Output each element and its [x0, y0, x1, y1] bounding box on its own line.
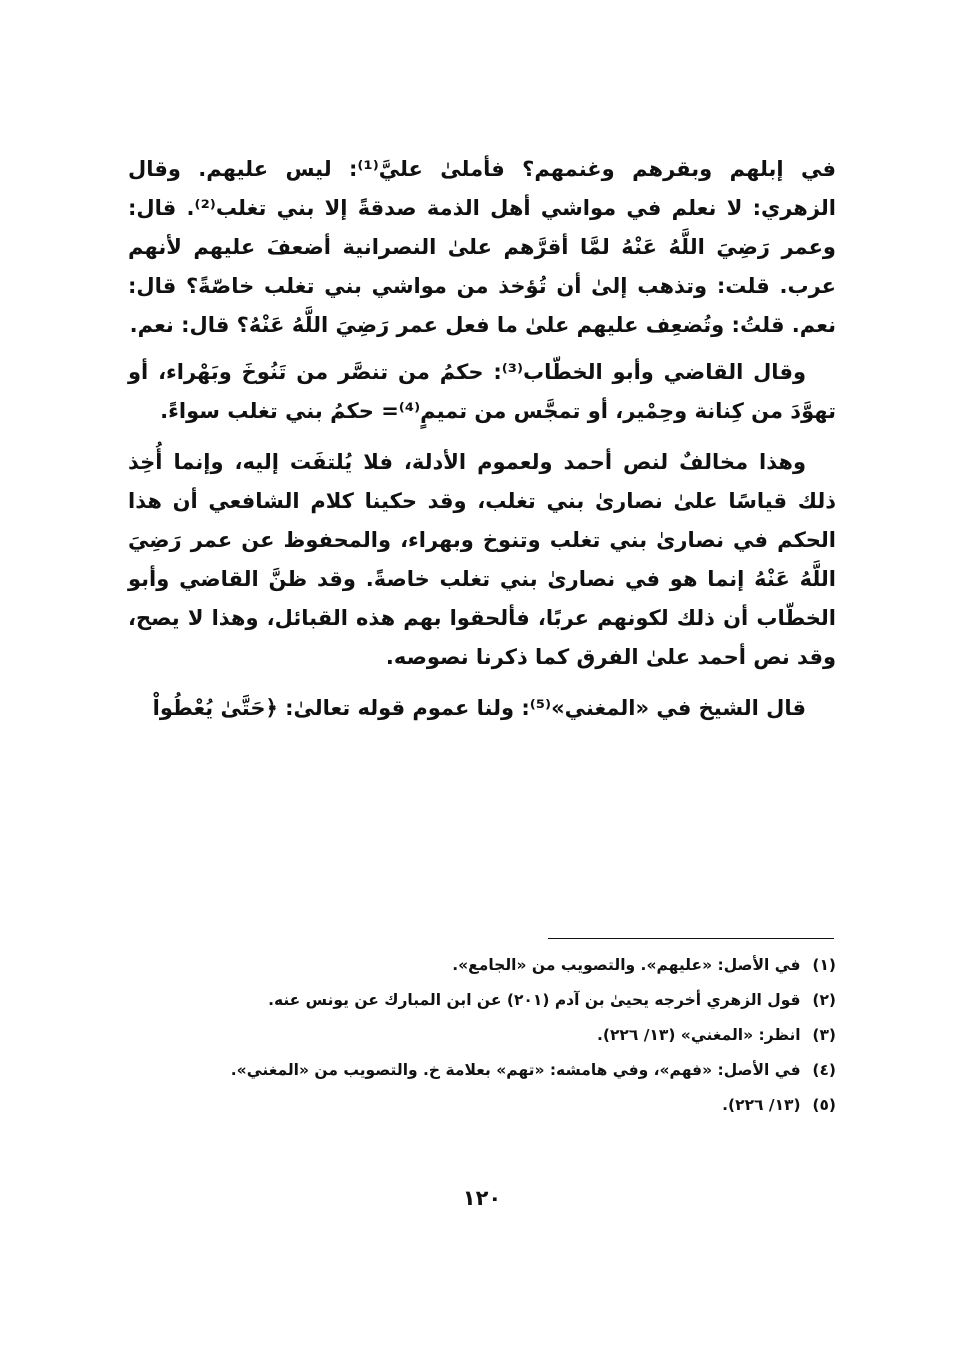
footnote-text: (١٣/ ٢٢٦). [722, 1096, 801, 1114]
paragraph-4: قال الشيخ في «المغني»⁽⁵⁾: ولنا عموم قوله تعالىٰ: ﴿حَتَّىٰ يُعْطُواْ [152, 696, 806, 720]
paragraph-1: في إبلهم وبقرهم وغنمهم؟ فأملىٰ عليَّ⁽¹⁾: ليس عليهم. وقال الزهري: لا نعلم في مواشي أهل الذمة صدقةً إلا بني تغلب⁽²⁾. قال: وعمر رَضِيَ اللَّهُ عَنْهُ لمَّا أقرَّهم علىٰ النصرانية أضعفَ عليهم لأنهم عرب. قلت: وتذهب إلىٰ أن تُؤخذ من مواشي بني تغلب خاصّةً؟ قال: نعم. قلتُ: وتُضعِف عليهم علىٰ ما فعل عمر رَضِيَ اللَّهُ عَنْهُ؟ قال: نعم. [128, 157, 837, 337]
footnote-4 [150, 1053, 836, 1088]
footnote-text: في الأصل: «عليهم». والتصويب من «الجامع». [452, 956, 801, 974]
paragraph-3: وهذا مخالفٌ لنص أحمد ولعموم الأدلة، فلا يُلتفَت إليه، وإنما أُخِذ ذلك قياسًا علىٰ نصارىٰ بني تغلب، وقد حكينا كلام الشافعي أن هذا الحكم في نصارىٰ بني تغلب وتنوخ وبهراء، والمحفوظ عن عمر رَضِيَ اللَّهُ عَنْهُ إنما هو في نصارىٰ بني تغلب خاصةً. وقد ظنَّ القاضي وأبو الخطّاب أن ذلك لكونهم عربًا، فألحقوا بهم هذه القبائل، وهذا لا يصح، وقد نص أحمد علىٰ الفرق كما ذكرنا نصوصه. [128, 450, 836, 669]
footnote-number: (٤) [812, 1061, 836, 1079]
footnote-number: (٢) [812, 991, 836, 1009]
paragraph-2: وقال القاضي وأبو الخطّاب⁽³⁾: حكمُ من تنصَّر من تَنُوخَ وبَهْراء، أو تهوَّدَ من كِنانة وحِمْير، أو تمجَّس من تميمٍ⁽⁴⁾= حكمُ بني تغلب سواءً. [128, 360, 836, 423]
footnote-number: (٥) [812, 1096, 836, 1114]
page-number: ١٢٠ [462, 1186, 502, 1210]
footnote-5 [150, 1088, 836, 1123]
footnote-1 [150, 948, 836, 983]
footnote-number: (١) [812, 956, 836, 974]
footnotes [150, 948, 836, 1123]
footnote-text: انظر: «المغني» (١٣/ ٢٢٦). [596, 1026, 801, 1044]
footnote-text: قول الزهري أخرجه يحيىٰ بن آدم (٢٠١) عن ابن المبارك عن يونس عنه. [268, 991, 801, 1009]
document-page [128, 150, 836, 740]
footnote-text: في الأصل: «فهم»، وفي هامشه: «تهم» بعلامة خ. والتصويب من «المغني». [230, 1061, 801, 1079]
footnote-3 [150, 1018, 836, 1053]
footnote-2 [150, 983, 836, 1018]
footnote-separator [548, 938, 834, 939]
footnote-number: (٣) [812, 1026, 836, 1044]
